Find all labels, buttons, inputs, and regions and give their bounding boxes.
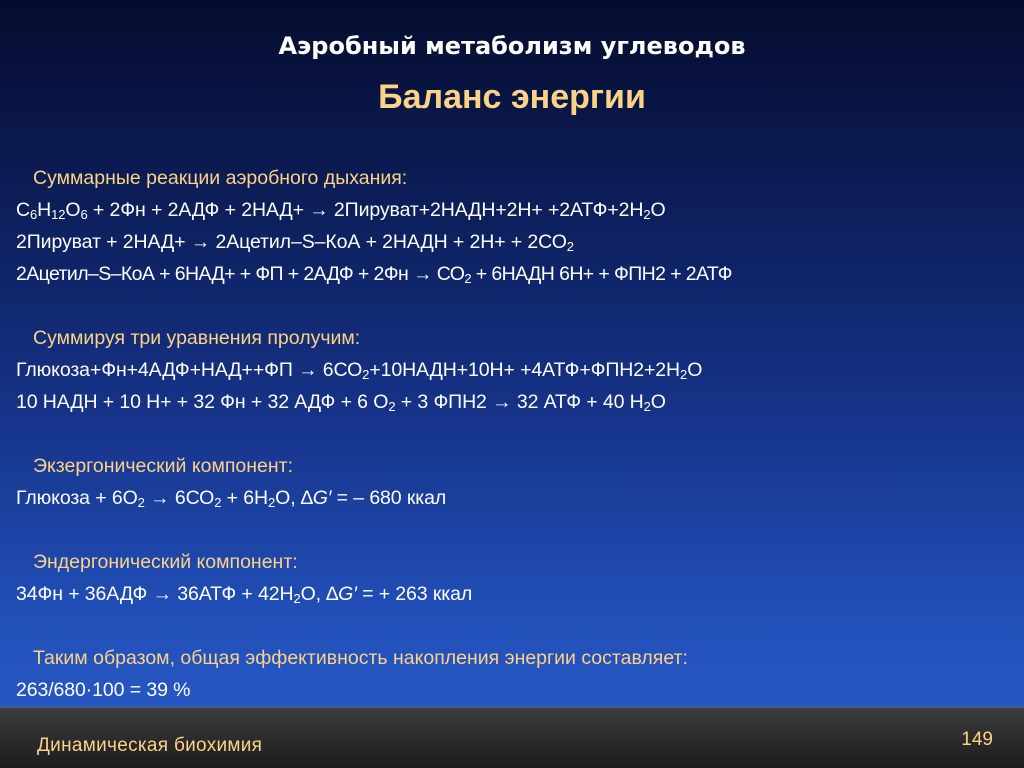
equation-line — [16, 674, 1016, 706]
text-run: = + 263 ккал — [356, 583, 473, 605]
equation-line — [16, 482, 1016, 514]
page-number: 149 — [961, 729, 993, 750]
text-run: О — [650, 391, 666, 413]
subscript: 2 — [293, 591, 301, 606]
text-run: Н — [37, 199, 52, 221]
subscript: 2 — [566, 239, 574, 254]
text-run: + 6НАДН 6Н+ + ФПН2 + 2АТФ — [470, 263, 732, 285]
equation-line — [16, 226, 1016, 258]
slide-content — [16, 162, 1016, 706]
subscript: 2 — [680, 367, 688, 382]
subscript: 12 — [51, 207, 66, 222]
text-run: О — [687, 359, 703, 381]
text-run: 10 НАДН + 10 Н+ + 32 Фн + 32 АДФ + 6 О — [16, 391, 389, 413]
footer-label: Динамическая биохимия — [37, 735, 263, 756]
text-run: Эндергонический компонент: — [33, 551, 298, 573]
footer-bar — [0, 707, 1024, 768]
section-heading — [16, 322, 1016, 354]
subscript: 2 — [388, 399, 396, 414]
slide-title: Аэробный метаболизм углеводов — [278, 32, 746, 60]
text-run: = – 680 ккал — [331, 487, 447, 509]
section-heading — [16, 162, 1016, 194]
text-run: Суммарные реакции аэробного дыхания: — [33, 167, 408, 189]
subscript: 2 — [464, 271, 471, 286]
subscript: 2 — [268, 495, 276, 510]
text-run: 2Ацетил–S–КоА + 6НАД+ + ФП + 2АДФ + 2Фн → СО — [16, 263, 465, 285]
spacer — [16, 290, 1016, 322]
equation-line — [16, 354, 1016, 386]
section-heading — [16, 450, 1016, 482]
slide-subtitle: Баланс энергии — [378, 78, 646, 116]
equation-line — [16, 578, 1016, 610]
text-run: + 2Фн + 2АДФ + 2НАД+ → 2Пируват+2НАДН+2Н+ +2АТФ+2Н — [87, 199, 644, 221]
section-heading — [16, 642, 1016, 674]
text-run: Глюкоза + 6О — [16, 487, 138, 509]
subscript: 6 — [29, 207, 38, 222]
subscript: 2 — [362, 367, 370, 382]
text-run: +10НАДН+10Н+ +4АТФ+ФПН2+2Н — [369, 359, 681, 381]
text-run: → 6СО — [144, 487, 215, 509]
text-run: О, ∆ — [300, 583, 339, 605]
text-run: О — [650, 199, 666, 221]
spacer — [16, 610, 1016, 642]
text-run: + 6Н — [221, 487, 269, 509]
math-symbol: G′ — [312, 487, 332, 509]
text-run: Глюкоза+Фн+4АДФ+НАД++ФП → 6СО — [16, 359, 363, 381]
text-run: Экзергонический компонент: — [33, 455, 293, 477]
text-run: + 3 ФПН2 → 32 АТФ + 40 Н — [395, 391, 644, 413]
subscript: 2 — [137, 495, 145, 510]
spacer — [16, 418, 1016, 450]
subscript: 6 — [80, 207, 88, 222]
text-run: Таким образом, общая эффективность накопления энергии составляет: — [33, 647, 688, 669]
equation-line — [16, 386, 1016, 418]
subscript: 2 — [643, 399, 651, 414]
subscript: 2 — [643, 207, 651, 222]
text-run: С — [16, 199, 30, 221]
spacer — [16, 514, 1016, 546]
section-heading — [16, 546, 1016, 578]
equation-line — [16, 194, 1016, 226]
math-symbol: G′ — [338, 583, 357, 605]
subscript: 2 — [214, 495, 222, 510]
text-run: О, ∆ — [275, 487, 313, 509]
text-run: 263/680·100 = 39 % — [16, 679, 191, 701]
equation-line — [16, 258, 1016, 290]
text-run: О — [65, 199, 81, 221]
text-run: 2Пируват + 2НАД+ → 2Ацетил–S–КоА + 2НАДН + 2Н+ + 2СО — [16, 231, 567, 253]
text-run: Суммируя три уравнения пролучим: — [33, 327, 361, 349]
text-run: 34Фн + 36АДФ → 36АТФ + 42Н — [16, 583, 294, 605]
